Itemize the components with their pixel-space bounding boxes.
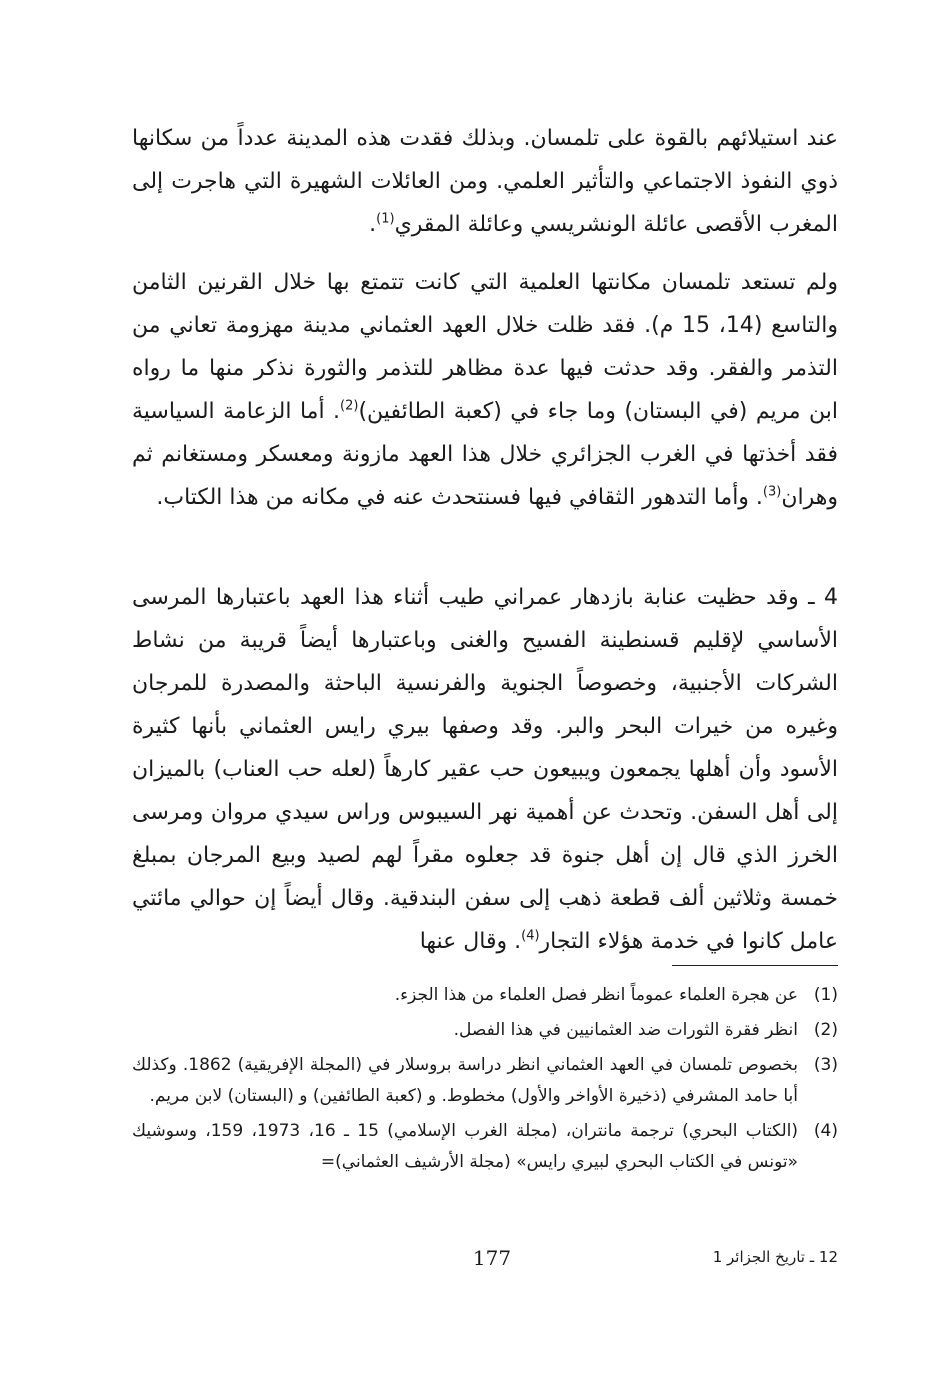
footnote-ref-3[interactable]: (3)	[762, 484, 782, 500]
paragraph-1-tail: .	[369, 212, 377, 237]
footnote-ref-4[interactable]: (4)	[521, 928, 540, 944]
paragraph-2-part-1: ولم تستعد تلمسان مكانتها العلمية التي كانت تتمتع بها خلال القرنين الثامن والتاسع (14، 15 م). فقد ظلت خلال العهد العثماني مدينة مهزومة تعاني من التذمر والفقر. وقد حدثت فيها عدة مظاهر للتذمر والثورة نذكر منها ما رواه ابن مريم (في البستان) وما جاء في (كعبة الطائفين)	[132, 270, 839, 424]
paragraph-1-text: عند استيلائهم بالقوة على تلمسان. وبذلك فقدت هذه المدينة عدداً من سكانها ذوي النفوذ الاجتماعي والتأثير العلمي. ومن العائلات الشهيرة التي هاجرت إلى المغرب الأقصى عائلة الونشريسي وعائلة المقري	[132, 126, 838, 237]
paragraph-2	[132, 261, 838, 519]
footnote-number: (3)	[813, 1055, 838, 1075]
footnote-ref-2[interactable]: (2)	[340, 398, 359, 414]
footnote-number: (2)	[813, 1020, 838, 1040]
paragraph-2-part-2: . أما الزعامة السياسية فقد أخذتها في الغرب الجزائري خلال هذا العهد مازونة ومعسكر ومستغانم ثم وهران	[132, 399, 838, 510]
footnote-number: (1)	[813, 985, 838, 1005]
paragraph-1	[132, 117, 838, 246]
footnote-2	[132, 1015, 838, 1046]
paragraph-3	[132, 576, 838, 963]
footnote-text: بخصوص تلمسان في العهد العثماني انظر دراسة بروسلار في (المجلة الإفريقية) 1862. وكذلك أبا حامد المشرفي (ذخيرة الأواخر والأول) مخطوط. و (كعبة الطائفين) و (البستان) لابن مريم.	[132, 1055, 799, 1106]
paragraph-2-part-3: . وأما التدهور الثقافي فيها فسنتحدث عنه في مكانه من هذا الكتاب.	[156, 485, 763, 510]
footnote-text: انظر فقرة الثورات ضد العثمانيين في هذا الفصل.	[453, 1020, 798, 1040]
footnote-text: عن هجرة العلماء عموماً انظر فصل العلماء من هذا الجزء.	[394, 985, 798, 1005]
footnote-3	[132, 1050, 838, 1112]
page-number: 177	[472, 1246, 512, 1270]
page-footer	[132, 1246, 838, 1276]
paragraph-3-part-1: 4 ـ وقد حظيت عنابة بازدهار عمراني طيب أثناء هذا العهد باعتبارها المرسى الأساسي لإقليم قسنطينة الفسيح والغنى وباعتبارها أيضاً قريبة من نشاط الشركات الأجنبية، وخصوصاً الجنوية والفرنسية الباحثة والمصدرة للمرجان وغيره من خيرات البحر والبر. وقد وصفها بيري رايس العثماني بأنها كثيرة الأسود وأن أهلها يجمعون ويبيعون حب عقير كارهاً (لعله حب العناب) بالميزان إلى أهل السفن. وتحدث عن أهمية نهر السيبوس وراس سيدي مروان ومرسى الخرز الذي قال إن أهل جنوة قد جعلوه مقراً لهم لصيد وبيع المرجان بمبلغ خمسة وثلاثين ألف قطعة ذهب إلى سفن البندقية. وقال أيضاً إن حوالي مائتي عامل كانوا في خدمة هؤلاء التجار	[132, 585, 838, 954]
running-footer: 12 ـ تاريخ الجزائر 1	[712, 1248, 838, 1266]
footnote-ref-1[interactable]: (1)	[376, 211, 395, 227]
footnote-4	[132, 1116, 838, 1178]
footnotes-section	[132, 980, 838, 1182]
footnote-number: (4)	[813, 1121, 838, 1141]
footnote-separator	[672, 965, 838, 966]
footnote-1	[132, 980, 838, 1011]
footnote-text: (الكتاب البحري) ترجمة مانتران، (مجلة الغرب الإسلامي) 15 ـ 16، 1973، 159، وسوشيك «تونس في الكتاب البحري لبيري رايس» (مجلة الأرشيف العثماني)=	[132, 1121, 799, 1172]
paragraph-3-part-2: . وقال عنها	[419, 929, 522, 954]
